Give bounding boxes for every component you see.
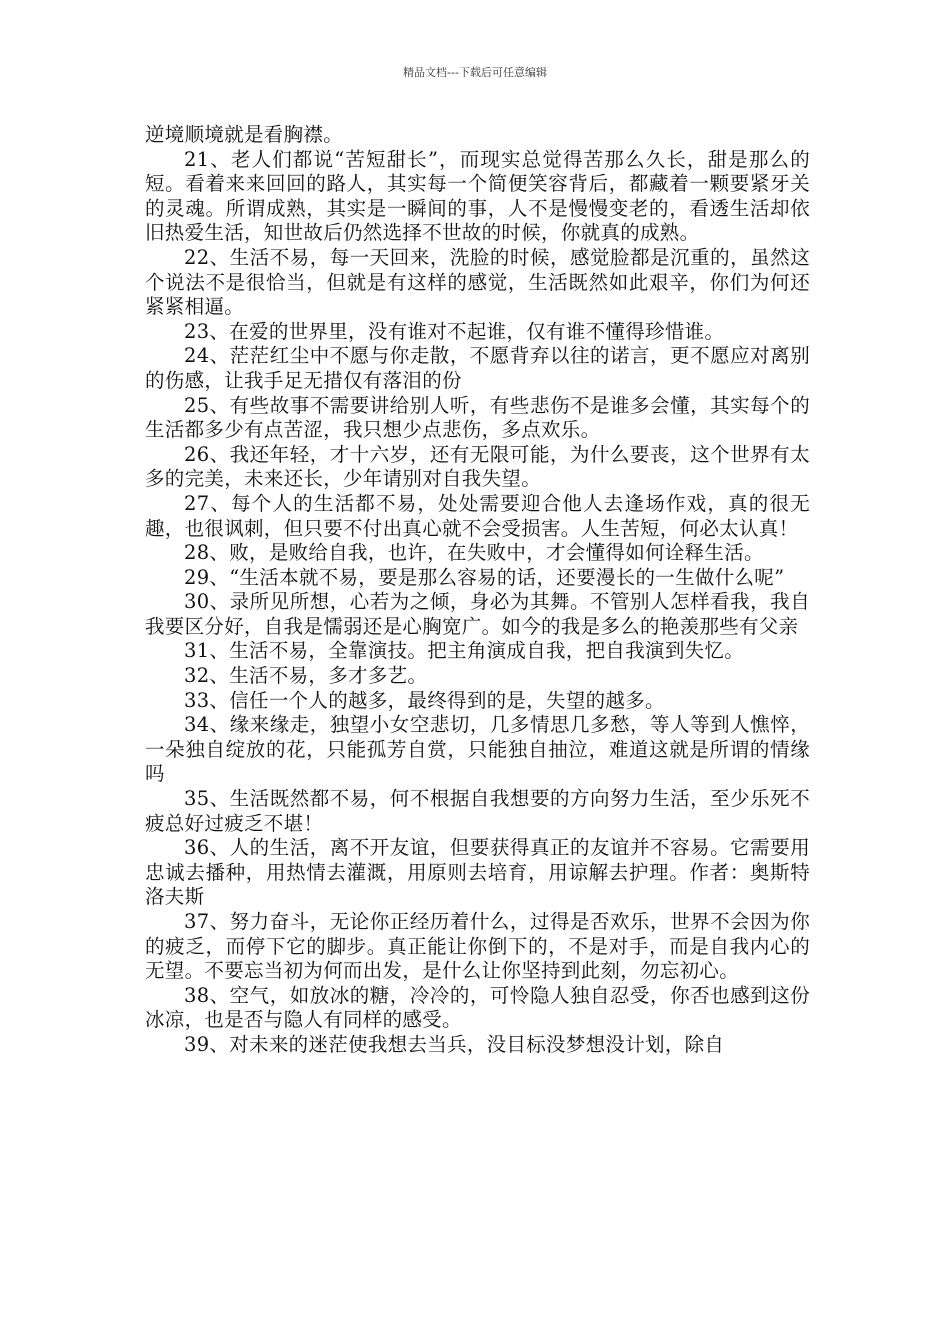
paragraph-27: 27、每个人的生活都不易，处处需要迎合他人去逢场作戏，真的很无趣，也很讽刺，但只要不付出真心就不会受损害。人生苦短，何必太认真！ xyxy=(145,491,810,540)
paragraph-30: 30、录所见所想，心若为之倾，身必为其舞。不管别人怎样看我，我自我要区分好，自我是懦弱还是心胸宽广。如今的我是多么的艳羡那些有父亲 xyxy=(145,590,810,638)
paragraph-28: 28、败，是败给自我，也许，在失败中，才会懂得如何诠释生活。 xyxy=(184,541,764,565)
paragraph-continuation: 逆境顺境就是看胸襟。 xyxy=(145,123,344,146)
document-body xyxy=(145,123,810,1058)
paragraph-23: 23、在爱的世界里，没有谁对不起谁，仅有谁不懂得珍惜谁。 xyxy=(184,319,725,343)
paragraph-36: 36、人的生活，离不开友谊，但要获得真正的友谊并不容易。它需要用忠诚去播种，用热情去灌溉，用原则去培育，用谅解去护理。作者：奥斯特洛夫斯 xyxy=(145,836,810,909)
paragraph-33: 33、信任一个人的越多，最终得到的是，失望的越多。 xyxy=(184,688,665,712)
paragraph-25: 25、有些故事不需要讲给别人听，有些悲伤不是谁多会懂，其实每个的生活都多少有点苦涩，我只想少点悲伤，多点欢乐。 xyxy=(145,393,810,442)
paragraph-22: 22、生活不易，每一天回来，洗脸的时候，感觉脸都是沉重的，虽然这个说法不是很恰当，但就是有这样的感觉，生活既然如此艰辛，你们为何还紧紧相逼。 xyxy=(145,245,810,319)
paragraph-31: 31、生活不易，全靠演技。把主角演成自我，把自我演到失忆。 xyxy=(184,639,745,663)
paragraph-39: 39、对未来的迷茫使我想去当兵，没目标没梦想没计划，除自 xyxy=(184,1032,725,1056)
paragraph-29: 29、“生活本就不易，要是那么容易的话，还要漫长的一生做什么呢” xyxy=(184,565,785,589)
page-header: 精品文档---下载后可任意编辑 xyxy=(403,66,547,79)
paragraph-37: 37、努力奋斗，无论你正经历着什么，过得是否欢乐，世界不会因为你的疲乏，而停下它的脚步。真正能让你倒下的，不是对手，而是自我内心的无望。不要忘当初为何而出发，是什么让你坚持到此刻，勿忘初心。 xyxy=(145,910,810,983)
paragraph-32: 32、生活不易，多才多艺。 xyxy=(184,664,428,688)
paragraph-24: 24、茫茫红尘中不愿与你走散，不愿背弃以往的诺言，更不愿应对离别的伤感，让我手足无措仅有落泪的份 xyxy=(145,344,810,392)
paragraph-35: 35、生活既然都不易，何不根据自我想要的方向努力生活，至少乐死不疲总好过疲乏不堪！ xyxy=(145,787,810,835)
paragraph-38: 38、空气，如放冰的糖，冷冷的，可怜隐人独自忍受，你否也感到这份冰凉，也是否与隐人有同样的感受。 xyxy=(145,983,810,1032)
paragraph-26: 26、我还年轻，才十六岁，还有无限可能，为什么要丧，这个世界有太多的完美，未来还长，少年请别对自我失望。 xyxy=(145,442,810,491)
paragraph-34: 34、缘来缘走，独望小女空悲切，几多情思几多愁，等人等到人憔悴，一朵独自绽放的花，只能孤芳自赏，只能独自抽泣，难道这就是所谓的情缘吗 xyxy=(145,713,810,786)
paragraph-21: 21、老人们都说“苦短甜长”，而现实总觉得苦那么久长，甜是那么的短。看着来来回回的路人，其实每一个简便笑容背后，都藏着一颗要紧牙关的灵魂。所谓成熟，其实是一瞬间的事，人不是慢慢变老的，看透生活却依旧热爱生活，知世故后仍然选择不世故的时候，你就真的成熟。 xyxy=(145,147,810,245)
